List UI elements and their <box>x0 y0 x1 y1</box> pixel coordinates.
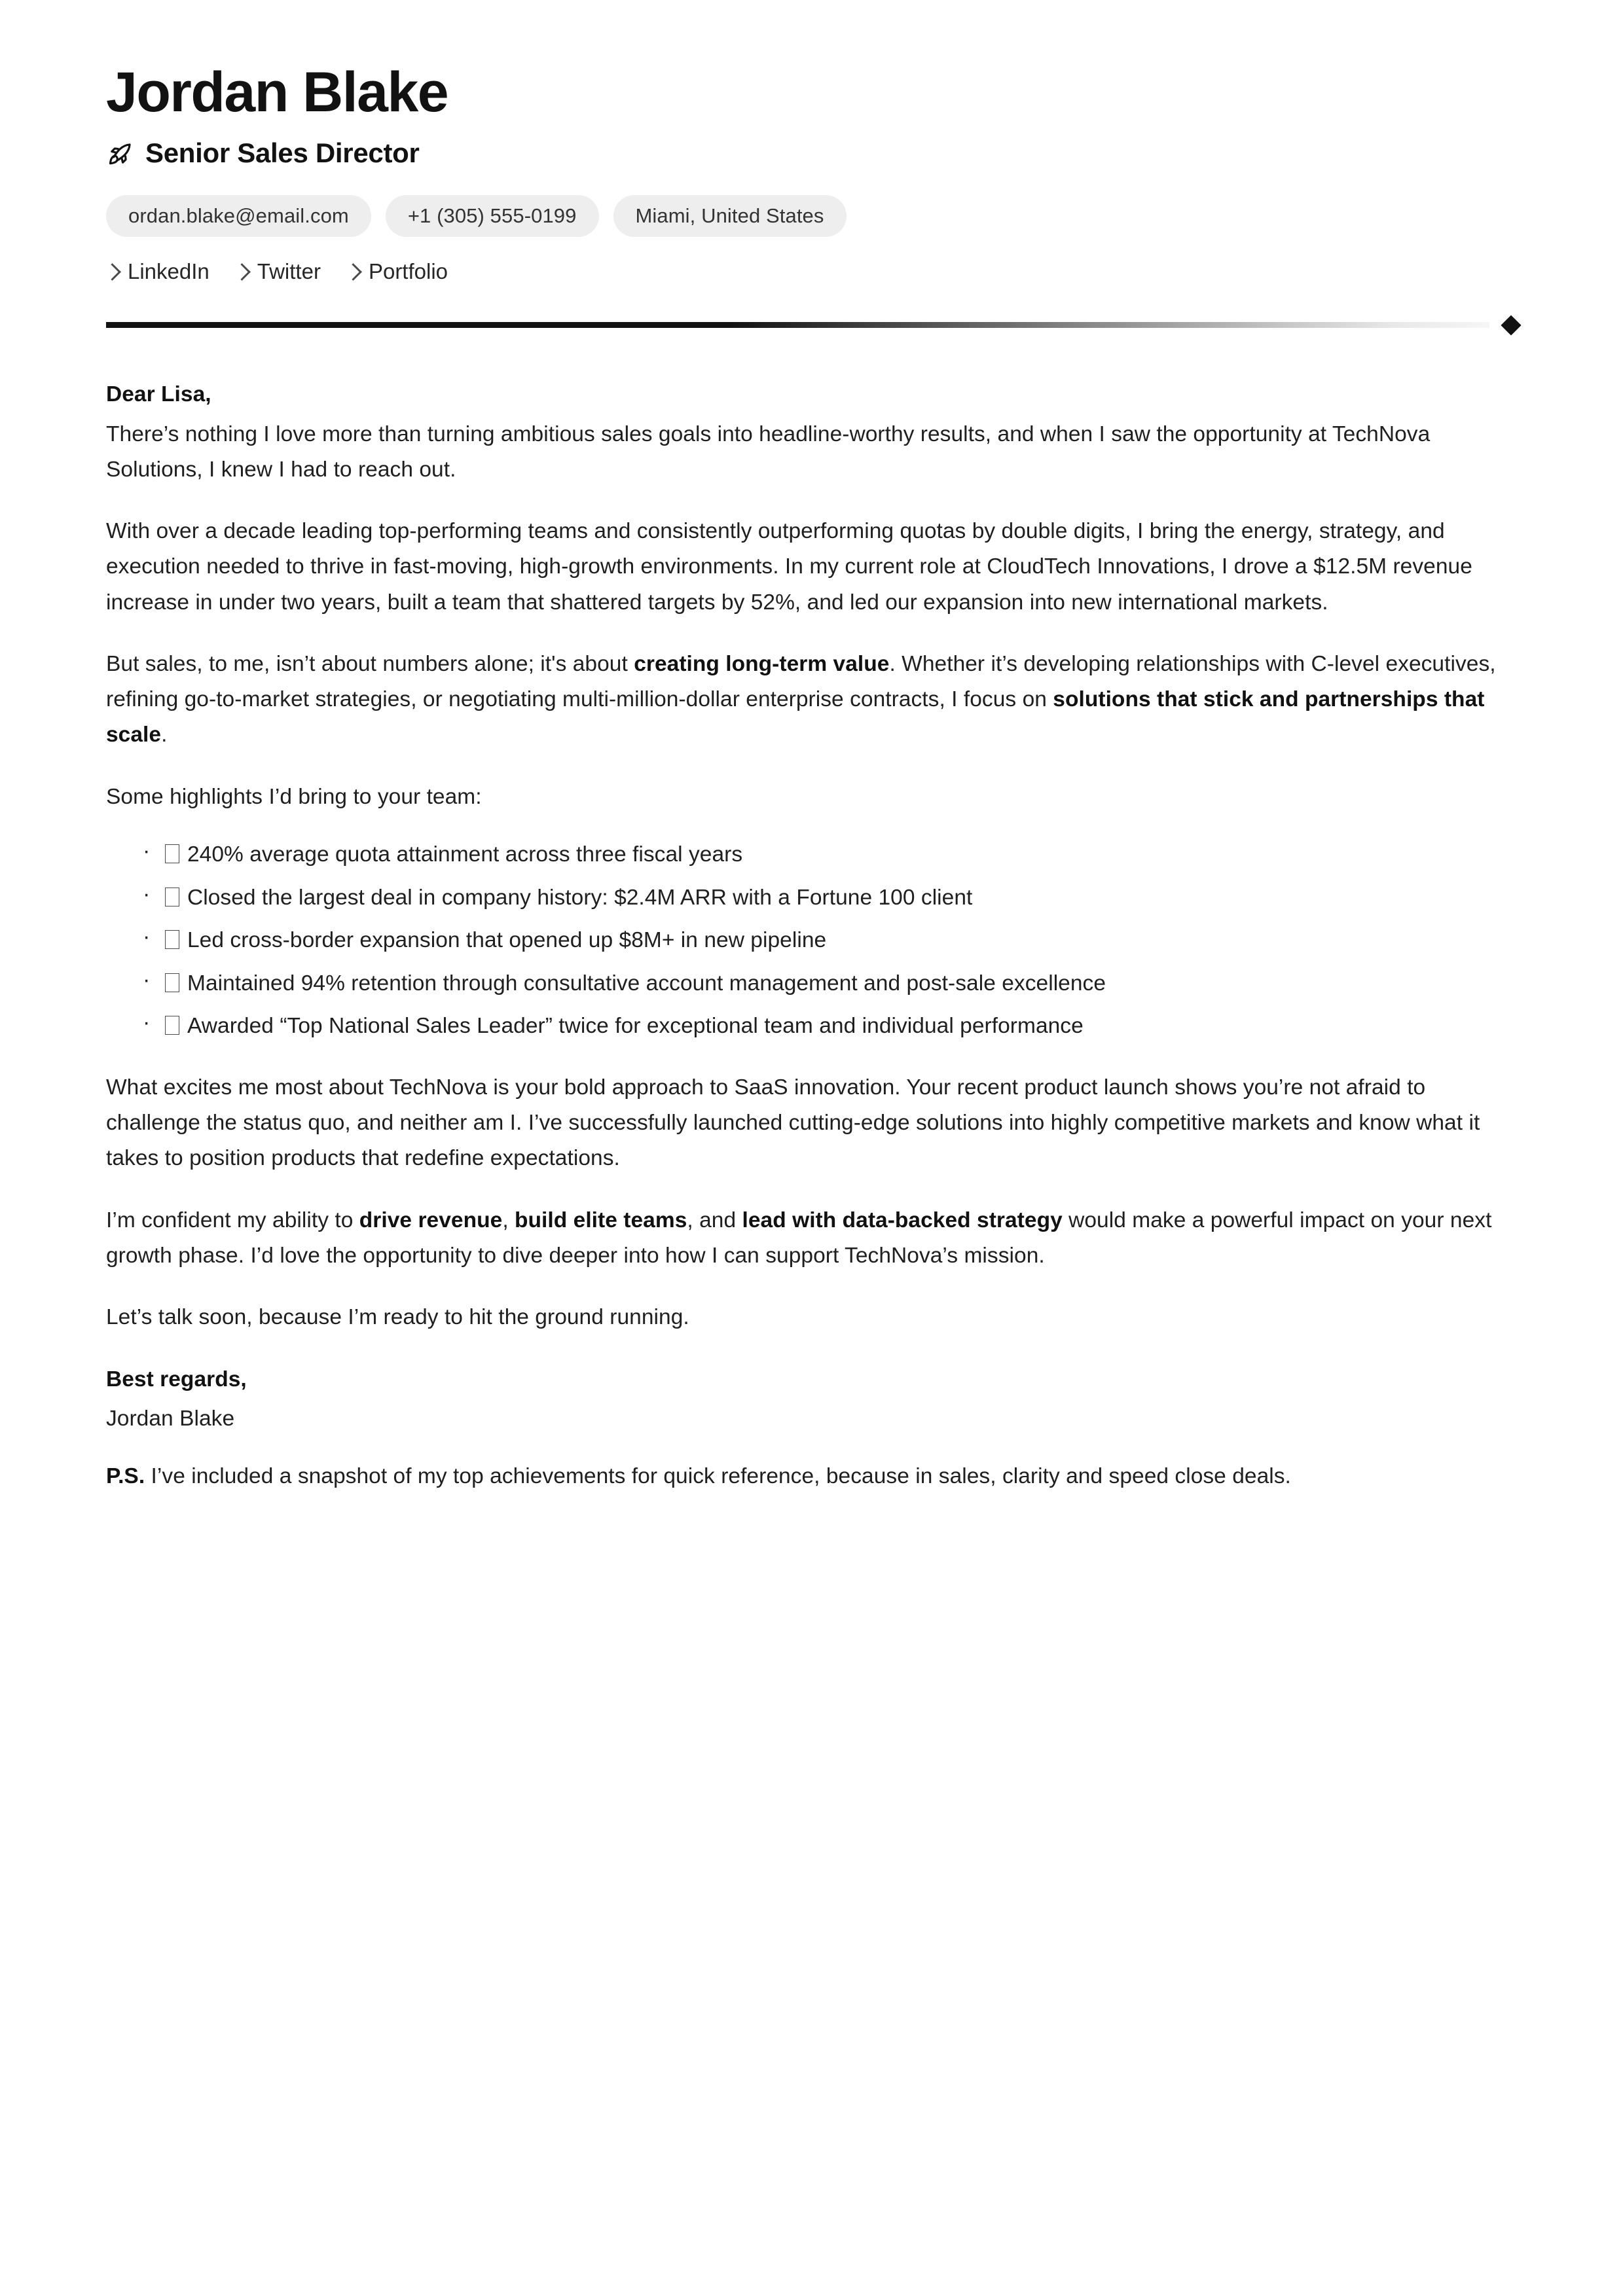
p5-bold-1: drive revenue <box>359 1208 503 1232</box>
list-item-label: Maintained 94% retention through consultative account management and post-sale excellence <box>187 971 1106 996</box>
link-linkedin[interactable] <box>106 259 210 284</box>
p3-part-2: . Whether it’s developing relationships with C-level executives, refining go-to-market strategies, or negotiating multi-million-dollar enterprise contracts, I focus on <box>106 651 1496 712</box>
contact-chips <box>106 195 1518 237</box>
missing-glyph-icon <box>165 844 179 863</box>
missing-glyph-icon <box>165 1016 179 1035</box>
header-divider <box>106 314 1518 336</box>
link-portfolio-label: Portfolio <box>368 259 448 284</box>
list-item <box>143 1009 1518 1044</box>
chevron-right-icon <box>103 263 121 281</box>
paragraph-opening: There’s nothing I love more than turning ambitious sales goals into headline-worthy results, and when I saw the opportunity at TechNova Solutions, I knew I had to reach out. <box>106 422 1431 482</box>
list-item <box>143 837 1518 872</box>
spacer <box>106 1437 1518 1459</box>
link-portfolio[interactable] <box>347 259 448 284</box>
p5-part-4: would make a powerful impact on your next growth phase. I’d love the opportunity to dive deeper into how I can support TechNova’s mission. <box>106 1208 1492 1268</box>
p3-bold-2: solutions that stick and partnerships that scale <box>106 687 1485 747</box>
gradient-rule <box>106 322 1489 328</box>
role-row <box>106 137 1518 169</box>
postscript-label: P.S. <box>106 1464 145 1489</box>
highlights-intro: Some highlights I’d bring to your team: <box>106 784 482 809</box>
chevron-right-icon <box>344 263 362 281</box>
header <box>106 63 1518 336</box>
cover-letter-body <box>106 377 1518 1494</box>
missing-glyph-icon <box>165 888 179 906</box>
chevron-right-icon <box>233 263 251 281</box>
link-twitter-label: Twitter <box>257 259 321 284</box>
list-item-label: 240% average quota attainment across three fiscal years <box>187 842 743 867</box>
list-item-label: Closed the largest deal in company history: $2.4M ARR with a Fortune 100 client <box>187 885 973 910</box>
contact-email-chip[interactable]: ordan.blake@email.com <box>106 195 371 237</box>
contact-phone-chip[interactable]: +1 (305) 555-0199 <box>386 195 599 237</box>
link-linkedin-label: LinkedIn <box>128 259 210 284</box>
salutation: Dear Lisa, <box>106 382 211 407</box>
list-item <box>143 966 1518 1001</box>
list-item-label: Led cross-border expansion that opened up $8M+ in new pipeline <box>187 928 827 953</box>
list-item-label: Awarded “Top National Sales Leader” twice for exceptional team and individual performance <box>187 1014 1084 1039</box>
rocket-icon <box>106 139 134 167</box>
role-title: Senior Sales Director <box>145 137 420 169</box>
paragraph-4: What excites me most about TechNova is your bold approach to SaaS innovation. Your recent product launch shows you’re not afraid to challenge the status quo, and neither am I. I’ve successfully launched cutting-edge solutions into highly competitive markets and know what it takes to position products that redefine expectations. <box>106 1075 1480 1171</box>
social-links <box>106 259 1518 284</box>
postscript-text: I’ve included a snapshot of my top achievements for quick reference, because in sales, clarity and speed close deals. <box>145 1464 1291 1489</box>
page-title: Jordan Blake <box>106 61 448 124</box>
p3-bold-1: creating long-term value <box>634 651 890 676</box>
paragraph-3 <box>106 647 1518 753</box>
p5-bold-3: lead with data-backed strategy <box>742 1208 1063 1232</box>
paragraph-5 <box>106 1203 1518 1274</box>
highlights-list <box>106 837 1518 1044</box>
diamond-icon <box>1501 315 1521 336</box>
missing-glyph-icon <box>165 930 179 949</box>
contact-location-chip: Miami, United States <box>613 195 847 237</box>
postscript <box>106 1459 1518 1494</box>
p5-bold-2: build elite teams <box>515 1208 687 1232</box>
p3-part-3: . <box>161 723 168 747</box>
paragraph-2: With over a decade leading top-performing teams and consistently outperforming quotas by double digits, I bring the energy, strategy, and execution needed to thrive in fast-moving, high-growth environments. In my current role at CloudTech Innovations, I drove a $12.5M revenue increase in under two years, built a team that shattered targets by 52%, and led our expansion into new international markets. <box>106 519 1472 615</box>
p5-part-3: , and <box>687 1208 742 1232</box>
signoff: Best regards, <box>106 1367 247 1391</box>
closing-line: Let’s talk soon, because I’m ready to hit the ground running. <box>106 1305 689 1330</box>
p5-part-2: , <box>502 1208 515 1232</box>
list-item <box>143 880 1518 916</box>
missing-glyph-icon <box>165 973 179 992</box>
p3-part-1: But sales, to me, isn’t about numbers alone; it's about <box>106 651 634 676</box>
p5-part-1: I’m confident my ability to <box>106 1208 359 1232</box>
link-twitter[interactable] <box>236 259 321 284</box>
signature-name: Jordan Blake <box>106 1406 235 1431</box>
list-item <box>143 923 1518 958</box>
